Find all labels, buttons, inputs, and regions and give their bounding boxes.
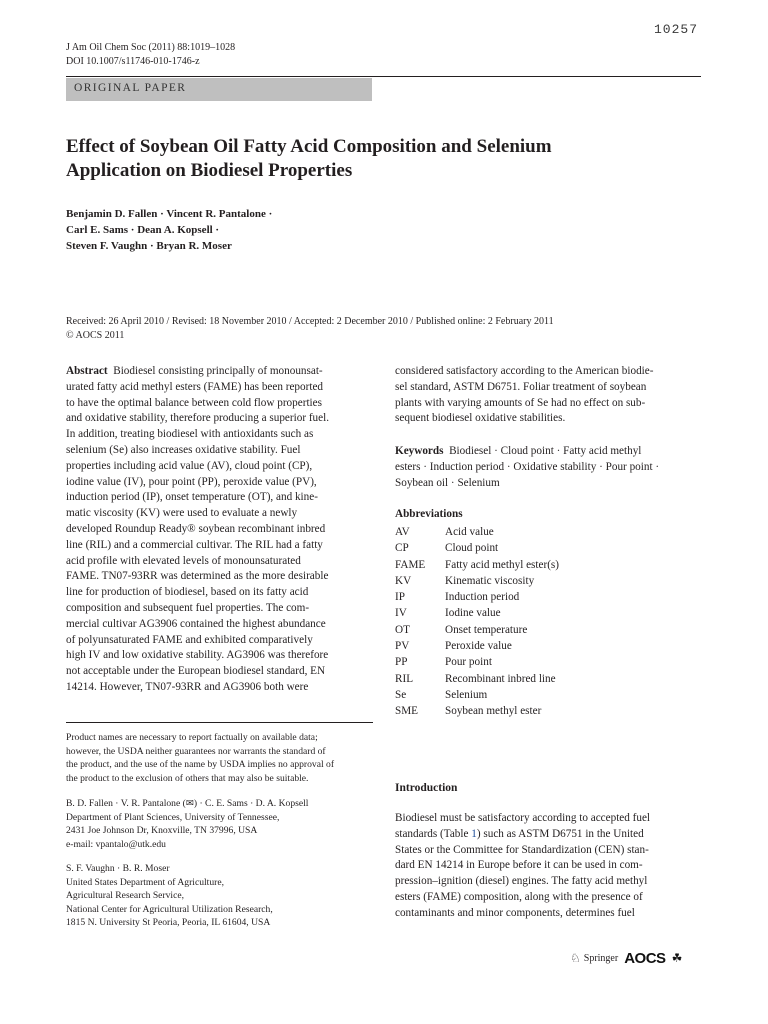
- abstract-line: high IV and low oxidative stability. AG3906 was therefore: [66, 649, 329, 662]
- abbreviation-row: AV Acid value: [395, 526, 494, 538]
- intro-line: esters (FAME) composition, along with the presence of: [395, 890, 643, 903]
- abbreviations-heading: Abbreviations: [395, 508, 463, 520]
- abbreviation-row: PP Pour point: [395, 656, 492, 669]
- aocs-logo: AOCS: [624, 950, 666, 967]
- introduction-heading: Introduction: [395, 782, 458, 794]
- author-list: [66, 206, 272, 254]
- abbreviation-row: IP Induction period: [395, 591, 520, 604]
- abstract-line: iodine value (IV), pour point (PP), peroxide value (PV),: [66, 475, 317, 488]
- aocs-leaf-icon: ☘: [671, 951, 683, 965]
- abstract-line: Abstract Biodiesel consisting principally of monounsat-: [66, 365, 323, 377]
- abbreviation-row: KV Kinematic viscosity: [395, 574, 535, 587]
- author-line: Carl E. Sams · Dean A. Kopsell ·: [66, 224, 220, 236]
- abstract-line: of polyunsaturated FAME and exhibited comparatively: [66, 633, 313, 646]
- abbreviation-row: Se Selenium: [395, 688, 488, 701]
- abstract-line: considered satisfactory according to the American biodie-: [395, 365, 654, 377]
- intro-line: Biodiesel must be satisfactory according to accepted fuel: [395, 812, 651, 824]
- intro-line: States or the Committee for Standardization (CEN) stan-: [395, 843, 649, 856]
- springer-logo: ♘ Springer: [570, 951, 619, 965]
- abbreviation-row: OT Onset temperature: [395, 623, 528, 636]
- abstract-line: line for production of biodiesel, based on its fatty acid: [66, 586, 309, 599]
- abstract-line: induction period (IP), onset temperature (OT), and kine-: [66, 491, 318, 504]
- abstract-heading: Abstract: [66, 365, 108, 377]
- springer-horse-icon: ♘: [570, 951, 581, 965]
- copyright-line: © AOCS 2011: [66, 330, 125, 341]
- abstract-line: to have the optimal balance between cold flow properties: [66, 396, 322, 409]
- author-line: Steven F. Vaughn · Bryan R. Moser: [66, 240, 232, 252]
- journal-citation: J Am Oil Chem Soc (2011) 88:1019–1028: [66, 42, 236, 53]
- abstract-line: selenium (Se) also increases oxidative stability. Fuel: [66, 443, 301, 456]
- title-line: Application on Biodiesel Properties: [66, 160, 353, 181]
- footnote-rule: [66, 722, 373, 723]
- abstract-line: developed Roundup Ready® soybean recombinant inbred: [66, 522, 326, 535]
- keywords-line: Soybean oil · Selenium: [395, 476, 500, 489]
- abstract-line: matic viscosity (KV) were used to evaluate a newly: [66, 507, 298, 520]
- abstract-line: acid profile with elevated levels of monounsaturated: [66, 554, 301, 567]
- abstract-line: 14214. However, TN07-93RR and AG3906 both were: [66, 680, 309, 693]
- paper-title: [66, 135, 686, 183]
- keywords-line: esters · Induction period · Oxidative stability · Pour point ·: [395, 460, 660, 473]
- abbreviation-row: IV Iodine value: [395, 607, 501, 620]
- keywords-line: Keywords Biodiesel · Cloud point · Fatty acid methyl: [395, 445, 642, 457]
- abstract-line: not acceptable under the European biodiesel standard, EN: [66, 665, 326, 678]
- intro-line: pression–ignition (diesel) engines. The fatty acid methyl: [395, 875, 648, 888]
- title-line: Effect of Soybean Oil Fatty Acid Composition and Selenium: [66, 136, 552, 157]
- doi: DOI 10.1007/s11746-010-1746-z: [66, 56, 200, 67]
- abstract-continuation: [395, 364, 702, 427]
- keywords-heading: Keywords: [395, 445, 444, 457]
- abstract-line: sel standard, ASTM D6751. Foliar treatment of soybean: [395, 380, 647, 393]
- abstract-line: properties including acid value (AV), cloud point (CP),: [66, 459, 313, 472]
- introduction-text: [395, 811, 702, 922]
- document-stamp-number: 10257: [654, 22, 699, 37]
- journal-reference: [66, 41, 235, 69]
- article-dates: Received: 26 April 2010 / Revised: 18 November 2010 / Accepted: 2 December 2010 / Published online: 2 February 2011: [66, 316, 554, 327]
- intro-line: dard EN 14214 in Europe before it can be used in com-: [395, 859, 643, 872]
- affiliation-usda: S. F. Vaughn · B. R. Moser United States Department of Agriculture, Agricultural Research Service, National Center for Agricultural Utilization Research, 1815 N. University St Peoria, Peoria, IL 61604, USA: [66, 863, 273, 928]
- abbreviations-list: [395, 524, 559, 720]
- author-line: Benjamin D. Fallen · Vincent R. Pantalone ·: [66, 208, 273, 220]
- abbreviation-row: CP Cloud point: [395, 542, 499, 555]
- article-type-label: ORIGINAL PAPER: [74, 82, 187, 94]
- abstract-line: line (RIL) and a commercial cultivar. The RIL had a fatty: [66, 538, 323, 551]
- abbreviation-row: PV Peroxide value: [395, 640, 512, 653]
- usda-disclaimer: Product names are necessary to report factually on available data; however, the USDA neither guarantees nor warrants the standard of the product, and the use of the name by USDA implies no approval of the product to the exclusion of others that may also be suitable.: [66, 732, 335, 784]
- header-rule: [66, 76, 701, 77]
- corresponding-email[interactable]: e-mail: vpantalo@utk.edu: [66, 838, 166, 850]
- abstract-line: plants with varying amounts of Se had no effect on sub-: [395, 396, 646, 409]
- intro-line: contaminants and minor components, determines fuel: [395, 906, 635, 919]
- abstract-line: FAME. TN07-93RR was determined as the more desirable: [66, 570, 329, 583]
- table-reference-link[interactable]: 1: [471, 827, 477, 840]
- abstract-line: sequent biodiesel oxidative stabilities.: [395, 412, 566, 425]
- abstract-line: mercial cultivar AG3906 contained the highest abundance: [66, 617, 326, 630]
- article-type-banner: [66, 78, 372, 101]
- abstract-line: composition and subsequent fuel properties. The com-: [66, 601, 310, 614]
- intro-line: standards (Table 1) such as ASTM D6751 in the United: [395, 827, 644, 840]
- abbreviation-row: FAME Fatty acid methyl ester(s): [395, 558, 560, 571]
- abbreviation-row: SME Soybean methyl ester: [395, 705, 542, 718]
- article-history: [66, 315, 706, 343]
- abstract: [66, 364, 373, 696]
- abstract-line: and oxidative stability, therefore producing a superior fuel.: [66, 412, 330, 425]
- keywords: [395, 444, 702, 491]
- publisher-footer: [570, 950, 682, 967]
- affiliation-tennessee: B. D. Fallen · V. R. Pantalone (✉) · C. E. Sams · D. A. Kopsell Department of Plant Sciences, University of Tennessee, 2431 Joe Johnson Dr, Knoxville, TN 37996, USA e-mail: vpantalo@utk.edu: [66, 797, 376, 851]
- abstract-line: In addition, treating biodiesel with antioxidants such as: [66, 428, 314, 441]
- abbreviation-row: RIL Recombinant inbred line: [395, 672, 556, 685]
- abstract-line: urated fatty acid methyl esters (FAME) has been reported: [66, 380, 324, 393]
